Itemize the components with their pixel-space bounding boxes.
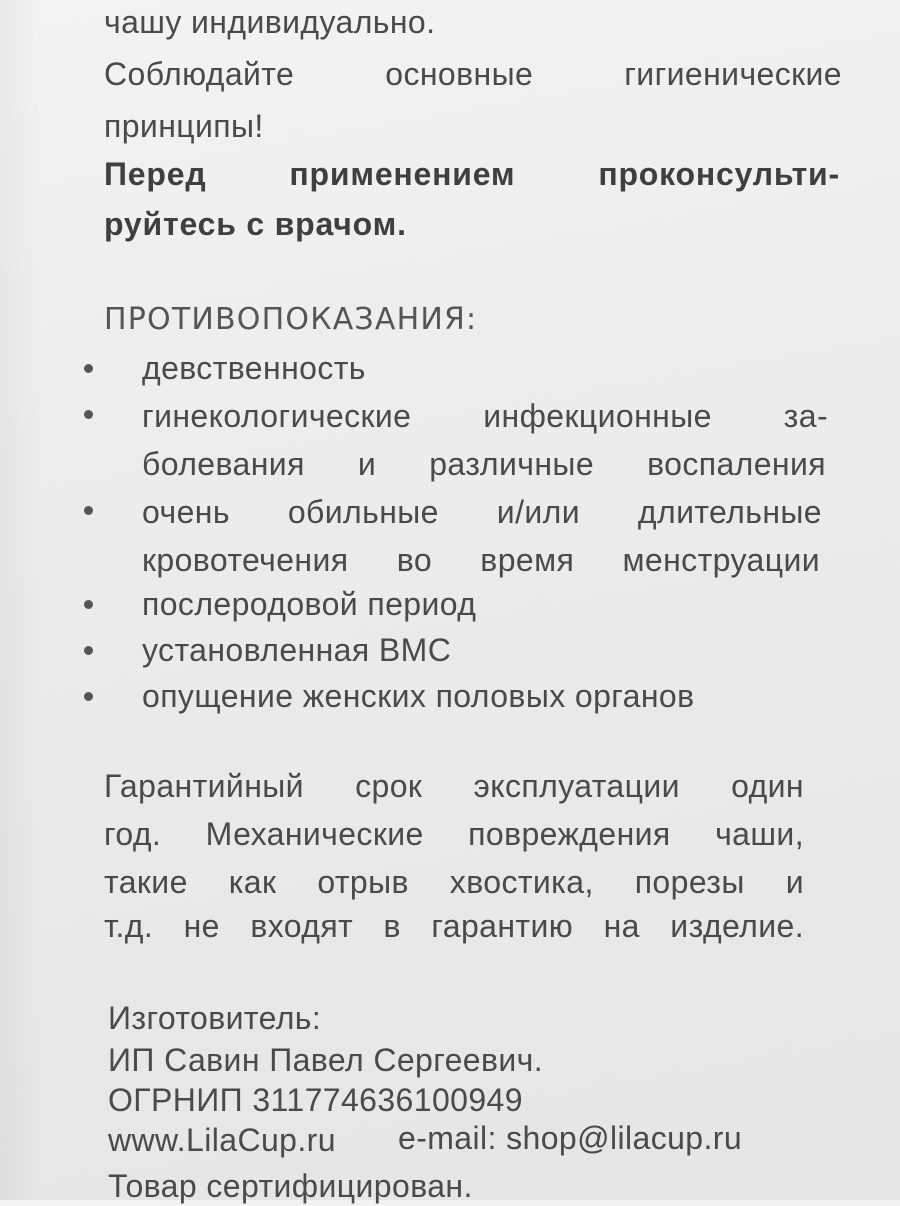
contraindication-item-cont: кровотечения во время менструации: [142, 542, 820, 578]
intro-line-1: чашу индивидуально.: [104, 4, 436, 40]
manufacturer-website: www.LilaCup.ru: [108, 1122, 336, 1158]
contraindications-heading: ПРОТИВОПОКАЗАНИЯ:: [104, 302, 478, 337]
bullet-icon: [84, 410, 93, 419]
bullet-icon: [84, 364, 93, 373]
intro-line-2: Соблюдайте основные гигиенические: [104, 56, 842, 92]
warranty-line-3: такие как отрыв хвостика, порезы и: [104, 864, 804, 900]
contraindication-item: послеродовой период: [142, 586, 477, 622]
warning-line-1: Перед применением проконсульти-: [104, 156, 840, 192]
bullet-icon: [84, 600, 93, 609]
manufacturer-ogrnip: ОГРНИП 311774636100949: [108, 1082, 523, 1118]
bullet-icon: [84, 692, 93, 701]
contraindication-item: опущение женских половых органов: [142, 678, 695, 714]
contraindication-item: гинекологические инфекционные за-: [142, 398, 828, 434]
warranty-line-1: Гарантийный срок эксплуатации один: [104, 768, 804, 804]
manufacturer-name: ИП Савин Павел Сергеевич.: [108, 1042, 544, 1078]
bullet-icon: [84, 646, 93, 655]
certified-note: Товар сертифицирован.: [108, 1168, 473, 1204]
manufacturer-email: e-mail: shop@lilacup.ru: [398, 1120, 743, 1156]
contraindication-item-cont: болевания и различные воспаления: [142, 446, 826, 482]
manufacturer-label: Изготовитель:: [108, 1000, 322, 1036]
intro-line-3: принципы!: [104, 108, 264, 144]
warning-line-2: руйтесь с врачом.: [104, 206, 407, 242]
contraindication-item: очень обильные и/или длительные: [142, 494, 822, 530]
paper-shadow: [0, 0, 40, 1200]
contraindication-item: установленная ВМС: [142, 632, 452, 668]
warranty-line-2: год. Механические повреждения чаши,: [104, 816, 804, 852]
bullet-icon: [84, 506, 93, 515]
warranty-line-4: т.д. не входят в гарантию на изделие.: [104, 908, 804, 944]
contraindication-item: девственность: [142, 350, 366, 386]
